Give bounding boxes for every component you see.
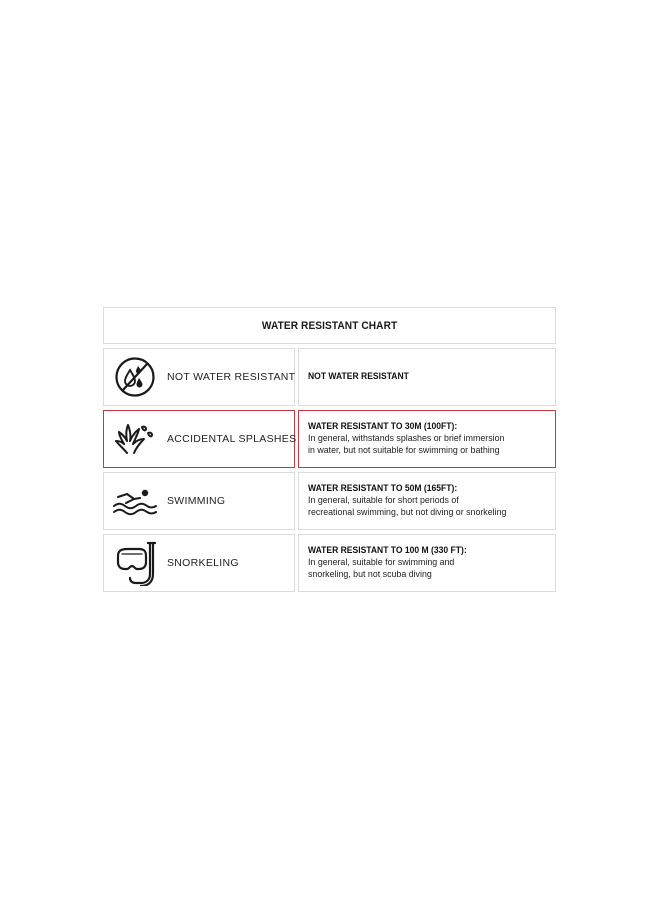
row-heading: WATER RESISTANT TO 100 M (330 FT): bbox=[308, 545, 467, 556]
chart-title-box bbox=[103, 307, 556, 344]
row-label-cell bbox=[103, 410, 295, 468]
water-resistant-chart bbox=[103, 307, 556, 592]
row-detail-cell bbox=[298, 472, 556, 530]
chart-row-swimming bbox=[103, 472, 556, 530]
row-label-cell bbox=[103, 534, 295, 592]
row-label: NOT WATER RESISTANT bbox=[167, 371, 296, 383]
row-label-cell bbox=[103, 348, 295, 406]
row-detail-cell bbox=[298, 534, 556, 592]
splash-icon bbox=[112, 416, 158, 462]
row-description-line-1: In general, withstands splashes or brief immersion bbox=[308, 433, 505, 444]
row-heading: WATER RESISTANT TO 30M (100FT): bbox=[308, 421, 458, 432]
no-water-drops-icon bbox=[112, 354, 158, 400]
row-label-cell bbox=[103, 472, 295, 530]
row-detail-cell bbox=[298, 410, 556, 468]
row-heading: WATER RESISTANT TO 50M (165FT): bbox=[308, 483, 458, 494]
row-description-line-2: in water, but not suitable for swimming or bathing bbox=[308, 445, 500, 456]
row-heading: NOT WATER RESISTANT bbox=[308, 371, 409, 382]
row-description-line-2: snorkeling, but not scuba diving bbox=[308, 569, 432, 580]
row-label: ACCIDENTAL SPLASHES bbox=[167, 433, 297, 445]
chart-row-snorkeling bbox=[103, 534, 556, 592]
row-description-line-2: recreational swimming, but not diving or snorkeling bbox=[308, 507, 507, 518]
row-description-line-1: In general, suitable for short periods of bbox=[308, 495, 459, 506]
row-label: SWIMMING bbox=[167, 495, 226, 507]
row-detail-cell bbox=[298, 348, 556, 406]
row-label: SNORKELING bbox=[167, 557, 239, 569]
chart-row-accidental-splashes bbox=[103, 410, 556, 468]
row-description-line-1: In general, suitable for swimming and bbox=[308, 557, 455, 568]
chart-row-not-water-resistant bbox=[103, 348, 556, 406]
snorkel-mask-icon bbox=[112, 540, 158, 586]
chart-title: WATER RESISTANT CHART bbox=[261, 319, 398, 332]
swimmer-icon bbox=[112, 478, 158, 524]
